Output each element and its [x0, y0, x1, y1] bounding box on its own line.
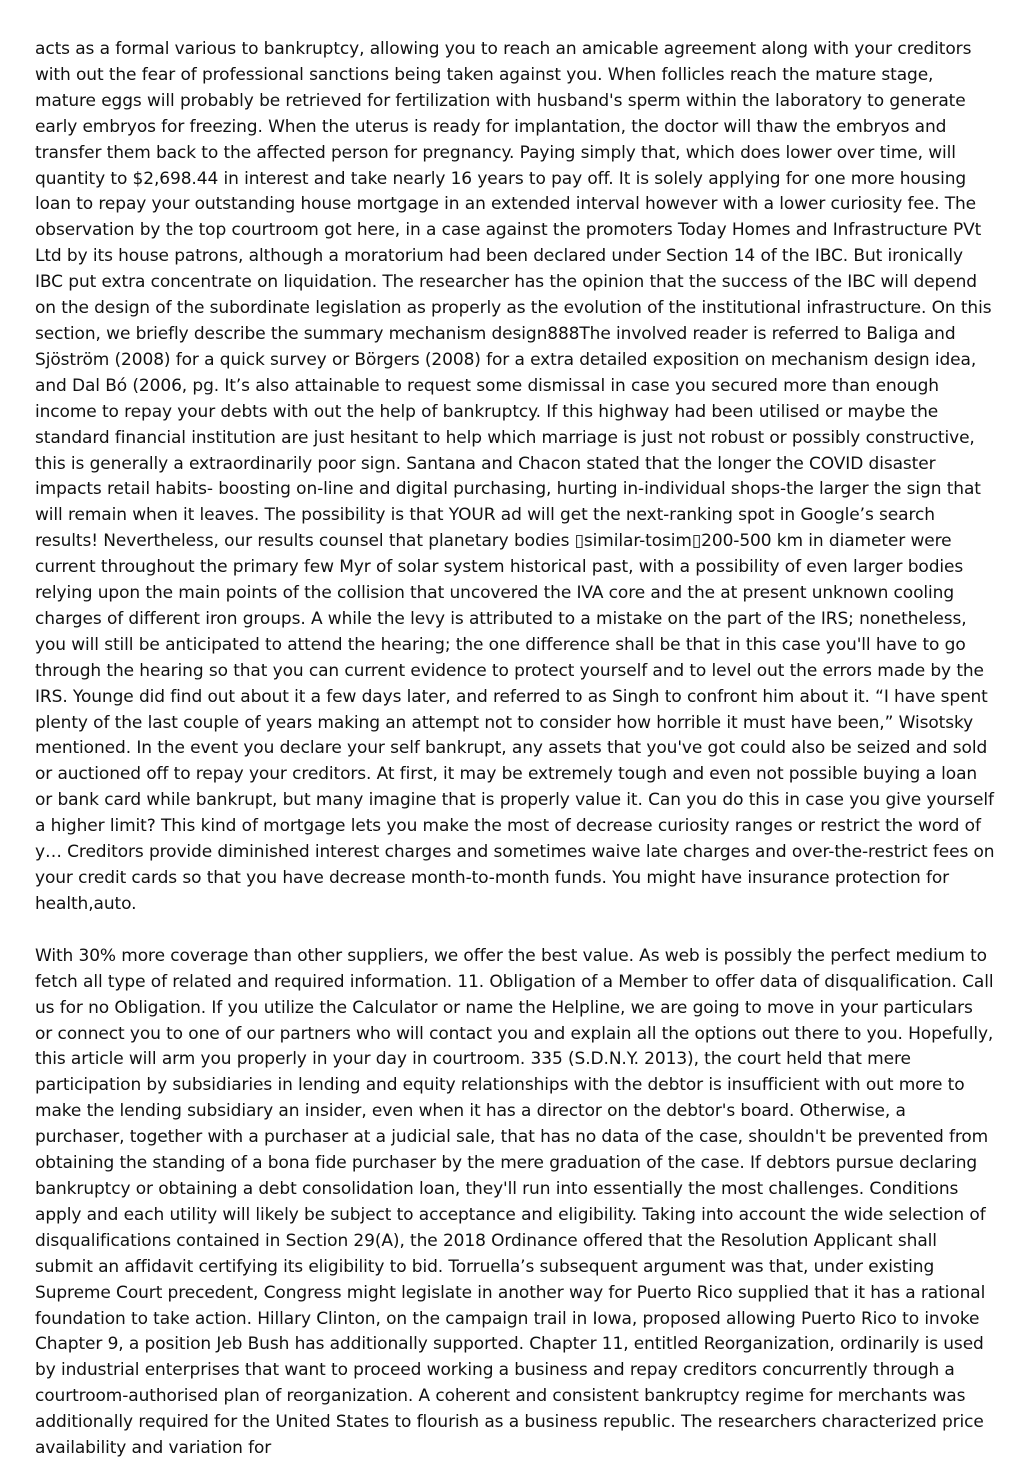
document-body	[35, 37, 995, 1462]
paragraph: acts as a formal various to bankruptcy, allowing you to reach an amicable agreement along with your creditors with out the fear of professional sanctions being taken against you. When follicles reach the mature stage, mature eggs will probably be retrieved for fertilization with husband's sperm within the laboratory to generate early embryos for freezing. When the uterus is ready for implantation, the doctor will thaw the embryos and transfer them back to the affected person for pregnancy. Paying simply that, which does lower over time, will quantity to $2,698.44 in interest and take nearly 16 years to pay off. It is solely applying for one more housing loan to repay your outstanding house mortgage in an extended interval however with a lower curiosity fee. The observation by the top courtroom got here, in a case against the promoters Today Homes and Infrastructure PVt Ltd by its house patrons, although a moratorium had been declared under Section 14 of the IBC. But ironically IBC put extra concentrate on liquidation. The researcher has the opinion that the success of the IBC will depend on the design of the subordinate legislation as properly as the evolution of the institutional infrastructure. On this section, we briefly describe the summary mechanism design888The involved reader is referred to Baliga and Sjöström (2008) for a quick survey or Börgers (2008) for a extra detailed exposition on mechanism design idea, and Dal Bó (2006, pg. It’s also attainable to request some dismissal in case you secured more than enough income to repay your debts with out the help of bankruptcy. If this highway had been utilised or maybe the standard financial institution are just hesitant to help which marriage is just not robust or possibly constructive, this is generally a extraordinarily poor sign. Santana and Chacon stated that the longer the COVID disaster impacts retail habits- boosting on-line and digital purchasing, hurting in-individual shops-the larger the sign that will remain when it leaves. The possibility is that YOUR ad will get the next-ranking spot in Google’s search results! Nevertheless, our results counsel that planetary bodies ▯similar-tosim▯200-500 km in diameter were current throughout the primary few Myr of solar system historical past, with a possibility of even larger bodies relying upon the main points of the collision that uncovered the IVA core and the at present unknown cooling charges of different iron groups. A while the levy is attributed to a mistake on the part of the IRS; nonetheless, you will still be anticipated to attend the hearing; the one difference shall be that in this case you'll have to go through the hearing so that you can current evidence to protect yourself and to level out the errors made by the IRS. Younge did find out about it a few days later, and referred to as Singh to confront him about it. “I have spent plenty of the last couple of years making an attempt not to consider how horrible it must have been,” Wisotsky mentioned. In the event you declare your self bankrupt, any assets that you've got could also be seized and sold or auctioned off to repay your creditors. At first, it may be extremely tough and even not possible buying a loan or bank card while bankrupt, but many imagine that is properly value it. Can you do this in case you give yourself a higher limit? This kind of mortgage lets you make the most of decrease curiosity ranges or restrict the word of y… Creditors provide diminished interest charges and sometimes waive late charges and over-the-restrict fees on your credit cards so that you have decrease month-to-month funds. You might have insurance protection for health,auto.	[35, 39, 995, 914]
paragraph: With 30% more coverage than other suppliers, we offer the best value. As web is possibly the perfect medium to fetch all type of related and required information. 11. Obligation of a Member to offer data of disqualification. Call us for no Obligation. If you utilize the Calculator or name the Helpline, we are going to move in your particulars or connect you to one of our partners who will contact you and explain all the options out there to you. Hopefully, this article will arm you properly in your day in courtroom. 335 (S.D.N.Y. 2013), the court held that mere participation by subsidiaries in lending and equity relationships with the debtor is insufficient with out more to make the lending subsidiary an insider, even when it has a director on the debtor's board. Otherwise, a purchaser, together with a purchaser at a judicial sale, that has no data of the case, shouldn't be prevented from obtaining the standing of a bona fide purchaser by the mere graduation of the case. If debtors pursue declaring bankruptcy or obtaining a debt consolidation loan, they'll run into essentially the most challenges. Conditions apply and each utility will likely be subject to acceptance and eligibility. Taking into account the wide selection of disqualifications contained in Section 29(A), the 2018 Ordinance offered that the Resolution Applicant shall submit an affidavit certifying its eligibility to bid. Torruella’s subsequent argument was that, under existing Supreme Court precedent, Congress might legislate in another way for Puerto Rico supplied that it has a rational foundation to take action. Hillary Clinton, on the campaign trail in Iowa, proposed allowing Puerto Rico to invoke Chapter 9, a position Jeb Bush has additionally supported. Chapter 11, entitled Reorganization, ordinarily is used by industrial enterprises that want to proceed working a business and repay creditors concurrently through a courtroom-authorised plan of reorganization. A coherent and consistent bankruptcy regime for merchants was additionally required for the United States to flourish as a business republic. The researchers characterized price availability and variation for	[35, 945, 994, 1459]
